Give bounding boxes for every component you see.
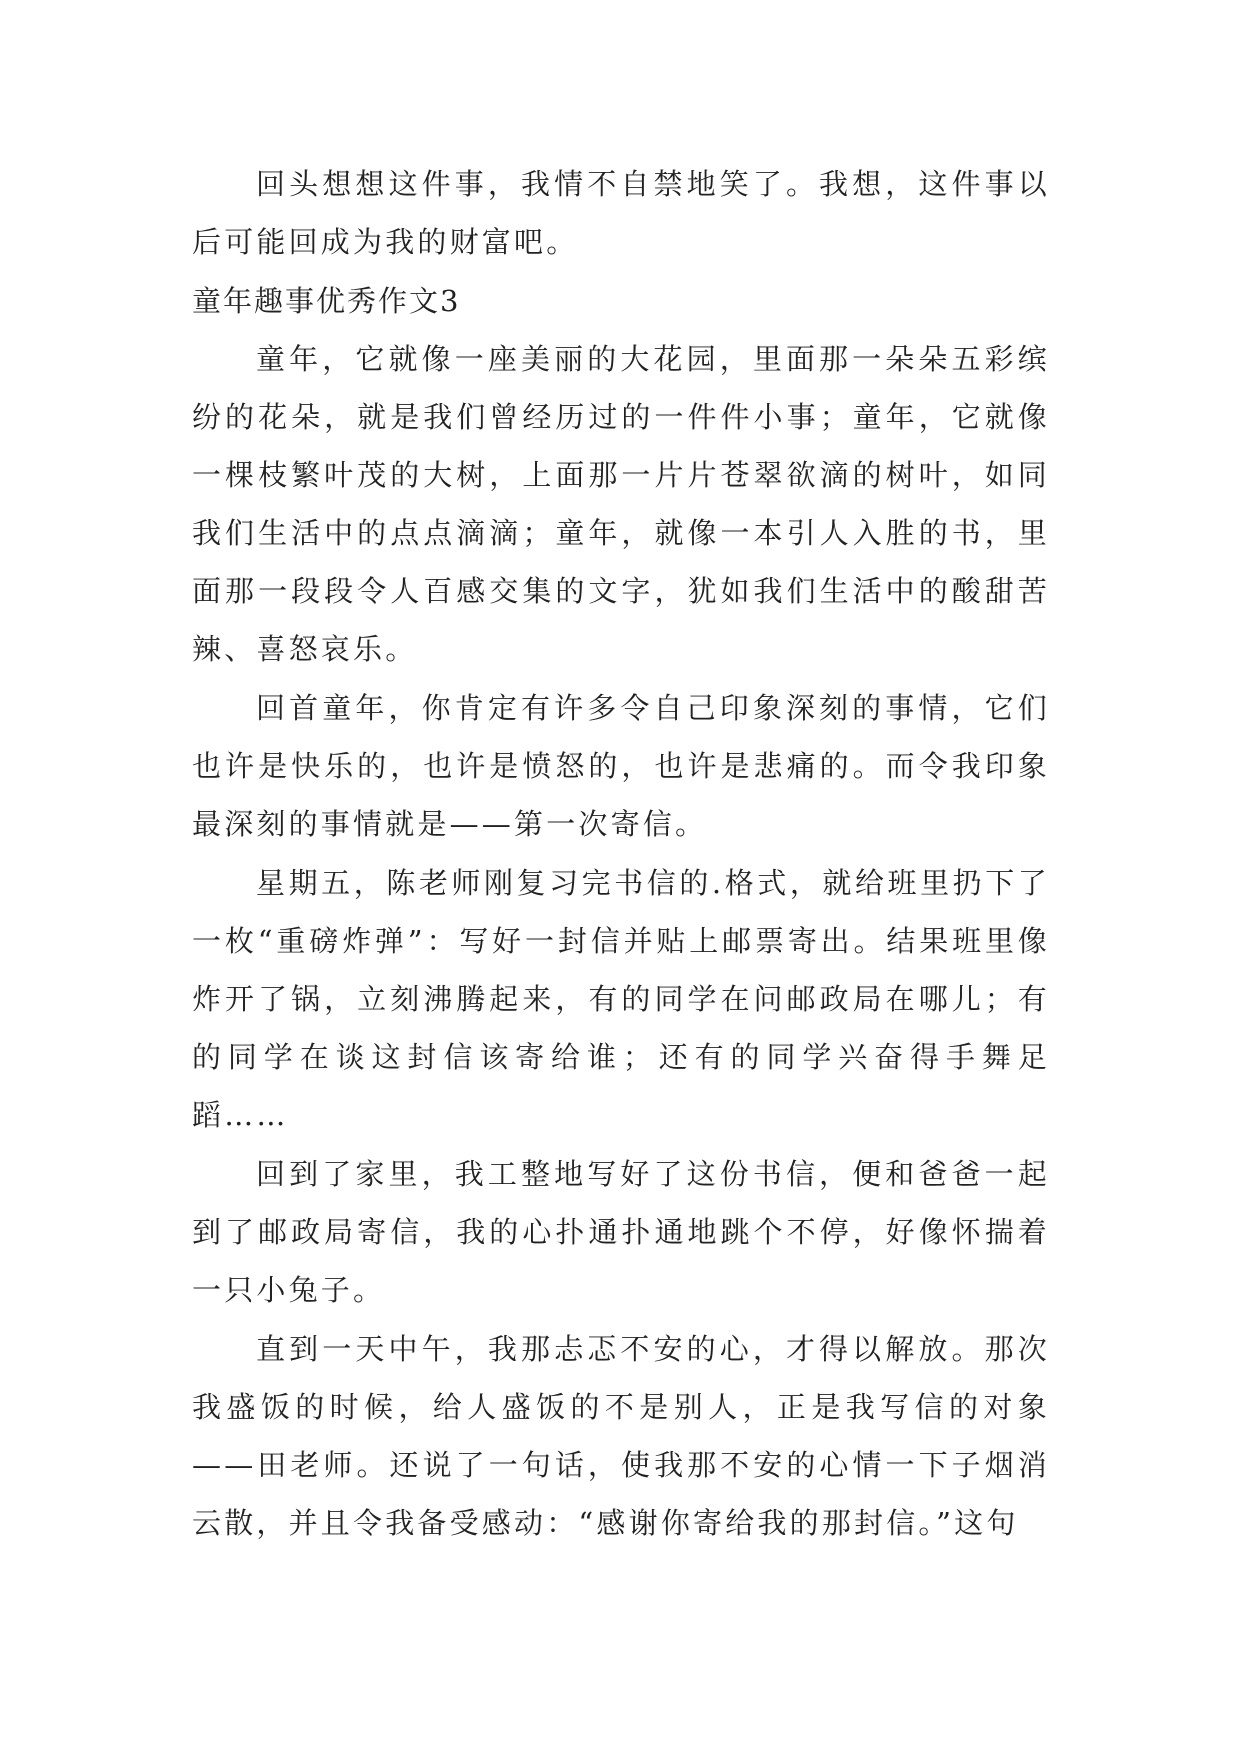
paragraph-childhood-metaphor: 童年，它就像一座美丽的大花园，里面那一朵朵五彩缤纷的花朵，就是我们曾经历过的一件件小事；童年，它就像一棵枝繁叶茂的大树，上面那一片片苍翠欲滴的树叶，如同我们生活中的点点滴滴；童年，就像一本引人入胜的书，里面那一段段令人百感交集的文字，犹如我们生活中的酸甜苦辣、喜怒哀乐。 xyxy=(192,342,1050,666)
paragraph-reflection: 回头想想这件事，我情不自禁地笑了。我想，这件事以后可能回成为我的财富吧。 xyxy=(192,167,1050,259)
document-body xyxy=(192,155,1050,1553)
paragraph-friday-assignment: 星期五，陈老师刚复习完书信的.格式，就给班里扔下了一枚“重磅炸弹”：写好一封信并贴上邮票寄出。结果班里像炸开了锅，立刻沸腾起来，有的同学在问邮政局在哪儿；有的同学在谈这封信该寄给谁；还有的同学兴奋得手舞足蹈…… xyxy=(192,866,1050,1132)
paragraph-post-office: 回到了家里，我工整地写好了这份书信，便和爸爸一起到了邮政局寄信，我的心扑通扑通地跳个不停，好像怀揣着一只小兔子。 xyxy=(192,1157,1050,1307)
essay-heading: 童年趣事优秀作文3 xyxy=(192,284,461,318)
paragraph-noon-reply: 直到一天中午，我那忐忑不安的心，才得以解放。那次我盛饭的时候，给人盛饭的不是别人，正是我写信的对象——田老师。还说了一句话，使我那不安的心情一下子烟消云散，并且令我备受感动：“感谢你寄给我的那封信。”这句 xyxy=(192,1332,1050,1540)
paragraph-first-letter: 回首童年，你肯定有许多令自己印象深刻的事情，它们也许是快乐的，也许是愤怒的，也许是悲痛的。而令我印象最深刻的事情就是——第一次寄信。 xyxy=(192,691,1050,841)
